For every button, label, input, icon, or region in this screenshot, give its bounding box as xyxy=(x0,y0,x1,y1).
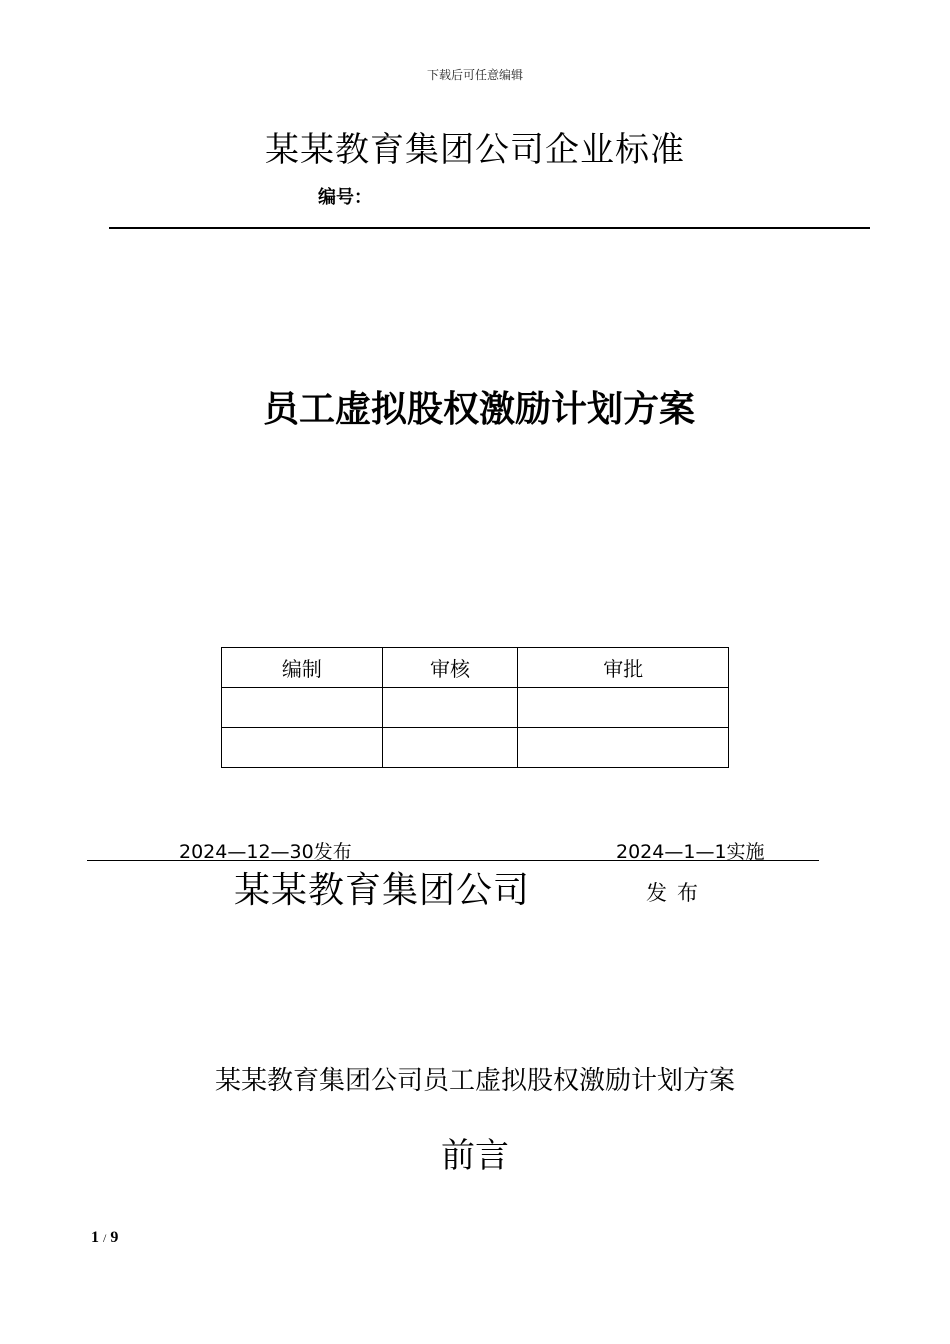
issue-date: 2024—12—30发布 xyxy=(179,841,352,863)
approval-row xyxy=(222,728,729,768)
approval-row xyxy=(222,688,729,728)
page-number xyxy=(91,1229,118,1247)
approval-cell xyxy=(518,688,729,728)
page-separator: / xyxy=(103,1231,107,1245)
issue-word: 发布 xyxy=(646,881,708,905)
approval-cell xyxy=(222,688,383,728)
plan-title: 某某教育集团公司员工虚拟股权激励计划方案 xyxy=(214,1066,735,1096)
page-current: 1 xyxy=(91,1229,99,1246)
approval-cell xyxy=(382,728,518,768)
issuer-name: 某某教育集团公司 xyxy=(234,870,531,911)
header-approved: 审批 xyxy=(518,648,729,688)
approval-cell xyxy=(518,728,729,768)
top-divider xyxy=(109,227,870,229)
approval-header-row xyxy=(222,648,729,688)
effective-date: 2024—1—1实施 xyxy=(616,841,765,863)
header-reviewed: 审核 xyxy=(382,648,518,688)
page-total: 9 xyxy=(110,1229,119,1246)
main-title: 员工虚拟股权激励计划方案 xyxy=(262,389,695,430)
header-note: 下载后可任意编辑 xyxy=(426,68,523,82)
header-compiled: 编制 xyxy=(222,648,383,688)
approval-table xyxy=(221,647,729,768)
approval-cell xyxy=(382,688,518,728)
doc-number-label: 编号： xyxy=(318,187,372,208)
approval-cell xyxy=(222,728,383,768)
section-heading-preface: 前言 xyxy=(441,1136,509,1176)
date-divider xyxy=(87,860,819,861)
company-standard-title: 某某教育集团公司企业标准 xyxy=(265,130,685,170)
